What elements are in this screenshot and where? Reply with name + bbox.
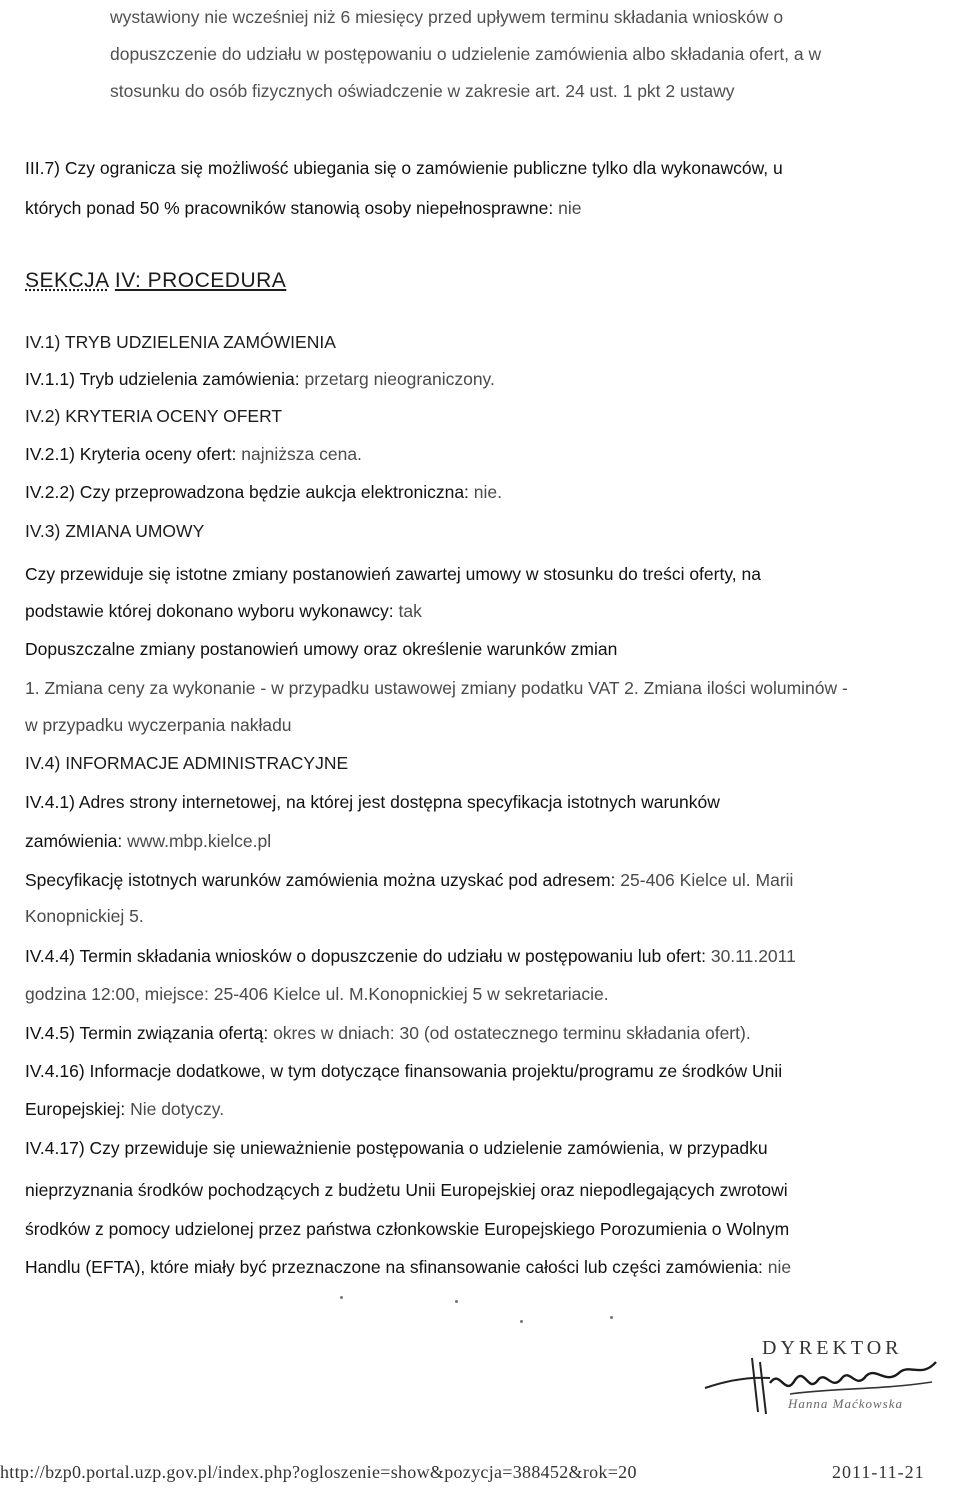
heading-iv1 [25, 331, 336, 353]
item-iv3-d [25, 677, 848, 699]
item-iv44-a [25, 945, 796, 967]
text: stosunku do osób fizycznych oświadczenie w zakresie art. 24 ust. 1 pkt 2 ustawy [110, 81, 735, 101]
text: dopuszczenie do udziału w postępowaniu o udzielenie zamówienia albo składania ofert, a w [110, 44, 822, 64]
text: IV.2) KRYTERIA OCENY OFERT [25, 406, 283, 426]
label: podstawie której dokonano wyboru wykonawcy: [25, 601, 394, 621]
item-iv3-e [25, 714, 292, 736]
scan-speck [520, 1320, 523, 1323]
label: zamówienia: [25, 831, 123, 851]
footer-url: http://bzp0.portal.uzp.gov.pl/index.php?ogloszenie=show&pozycja=388452&rok=20 [0, 1462, 637, 1482]
item-iv416-b [25, 1098, 224, 1120]
heading-iv3 [25, 520, 204, 542]
label: IV.1.1) Tryb udzielenia zamówienia: [25, 369, 300, 389]
item-iv417-a [25, 1137, 768, 1159]
director-stamp-signature [700, 1328, 940, 1418]
value: w przypadku wyczerpania nakładu [25, 715, 292, 735]
value: najniższa cena. [241, 444, 362, 464]
item-iv45 [25, 1022, 751, 1044]
text: IV.1) TRYB UDZIELENIA ZAMÓWIENIA [25, 332, 336, 352]
text: IV.4) INFORMACJE ADMINISTRACYJNE [25, 753, 349, 773]
label: których ponad 50 % pracowników stanowią osoby niepełnosprawne: [25, 198, 554, 218]
item-spec-b [25, 905, 144, 927]
label: IV.4.16) Informacje dodatkowe, w tym dotyczące finansowania projektu/programu ze środków Unii [25, 1061, 783, 1081]
label: Europejskiej: [25, 1099, 126, 1119]
label: IV.2.2) Czy przeprowadzona będzie aukcja elektroniczna: [25, 482, 469, 502]
value: www.mbp.kielce.pl [127, 831, 272, 851]
label: nieprzyznania środków pochodzących z budżetu Unii Europejskiej oraz niepodlegających zwrotowi [25, 1180, 788, 1200]
label: Specyfikację istotnych warunków zamówienia można uzyskać pod adresem: [25, 870, 616, 890]
label: środków z pomocy udzielonej przez państwa członkowskie Europejskiego Porozumienia o Wolnym [25, 1219, 790, 1239]
label: IV.4.5) Termin związania ofertą: [25, 1023, 269, 1043]
item-iv417-d [25, 1256, 791, 1278]
scan-speck [610, 1316, 613, 1319]
signature-stroke [770, 1362, 936, 1386]
value: nie. [473, 482, 503, 502]
label: IV.4.4) Termin składania wniosków o dopuszczenie do udziału w postępowaniu lub ofert: [25, 946, 706, 966]
text-line [110, 6, 783, 28]
label: IV.2.1) Kryteria oceny ofert: [25, 444, 237, 464]
item-iv3-a [25, 563, 761, 585]
section-word: SEKCJA [25, 269, 109, 292]
item-iv3-c [25, 638, 617, 660]
footer-date: 2011-11-21 [832, 1462, 925, 1482]
item-iv41-b [25, 830, 271, 852]
item-iv21 [25, 443, 362, 465]
item-iv22 [25, 481, 502, 503]
value: okres w dniach: 30 (od ostatecznego terminu składania ofert). [273, 1023, 751, 1043]
label: IV.4.1) Adres strony internetowej, na której jest dostępna specyfikacja istotnych warunków [25, 792, 720, 812]
label: IV.4.17) Czy przewiduje się unieważnienie postępowania o udzielenie zamówienia, w przypadku [25, 1138, 768, 1158]
section-title: IV: PROCEDURA [114, 269, 287, 292]
heading-iv2 [25, 405, 282, 427]
value: Konopnickiej 5. [25, 906, 144, 926]
scan-speck [340, 1296, 343, 1299]
value: Nie dotyczy. [130, 1099, 225, 1119]
text: IV.3) ZMIANA UMOWY [25, 521, 205, 541]
label: Handlu (EFTA), które miały być przeznaczone na sfinansowanie całości lub części zamówienia: [25, 1257, 763, 1277]
item-iv44-b [25, 983, 609, 1005]
item-iv41-a [25, 791, 720, 813]
value: przetarg nieograniczony. [304, 369, 495, 389]
signature-stroke [705, 1358, 770, 1414]
item-iv416-a [25, 1060, 782, 1082]
heading-iv4 [25, 752, 348, 774]
value: godzina 12:00, miejsce: 25-406 Kielce ul. M.Konopnickiej 5 w sekretariacie. [25, 984, 609, 1004]
text-line [110, 80, 734, 102]
item-iv417-c [25, 1218, 789, 1240]
item-spec-a [25, 869, 793, 891]
item-iv11 [25, 368, 495, 390]
item-iv417-b [25, 1179, 788, 1201]
text-line [110, 43, 821, 65]
value: nie [558, 198, 582, 218]
scan-speck [455, 1300, 458, 1303]
stamp-title: DYREKTOR [762, 1337, 903, 1359]
value: 1. Zmiana ceny za wykonanie - w przypadku ustawowej zmiany podatku VAT 2. Zmiana ilości woluminów - [25, 678, 848, 698]
question-iii7-cont [25, 197, 581, 219]
question-iii7 [25, 157, 783, 179]
value: tak [398, 601, 422, 621]
stamp-name: Hanna Maćkowska [788, 1396, 904, 1411]
label: Dopuszczalne zmiany postanowień umowy oraz określenie warunków zmian [25, 639, 618, 659]
section-heading [25, 270, 286, 292]
value: 25-406 Kielce ul. Marii [620, 870, 794, 890]
item-iv3-b [25, 600, 422, 622]
text: wystawiony nie wcześniej niż 6 miesięcy przed upływem terminu składania wniosków o [110, 7, 784, 27]
label: III.7) Czy ogranicza się możliwość ubiegania się o zamówienie publiczne tylko dla wykonawców, u [25, 158, 783, 178]
value: 30.11.2011 [710, 946, 796, 966]
label: Czy przewiduje się istotne zmiany postanowień zawartej umowy w stosunku do treści oferty, na [25, 564, 761, 584]
value: nie [767, 1257, 792, 1277]
